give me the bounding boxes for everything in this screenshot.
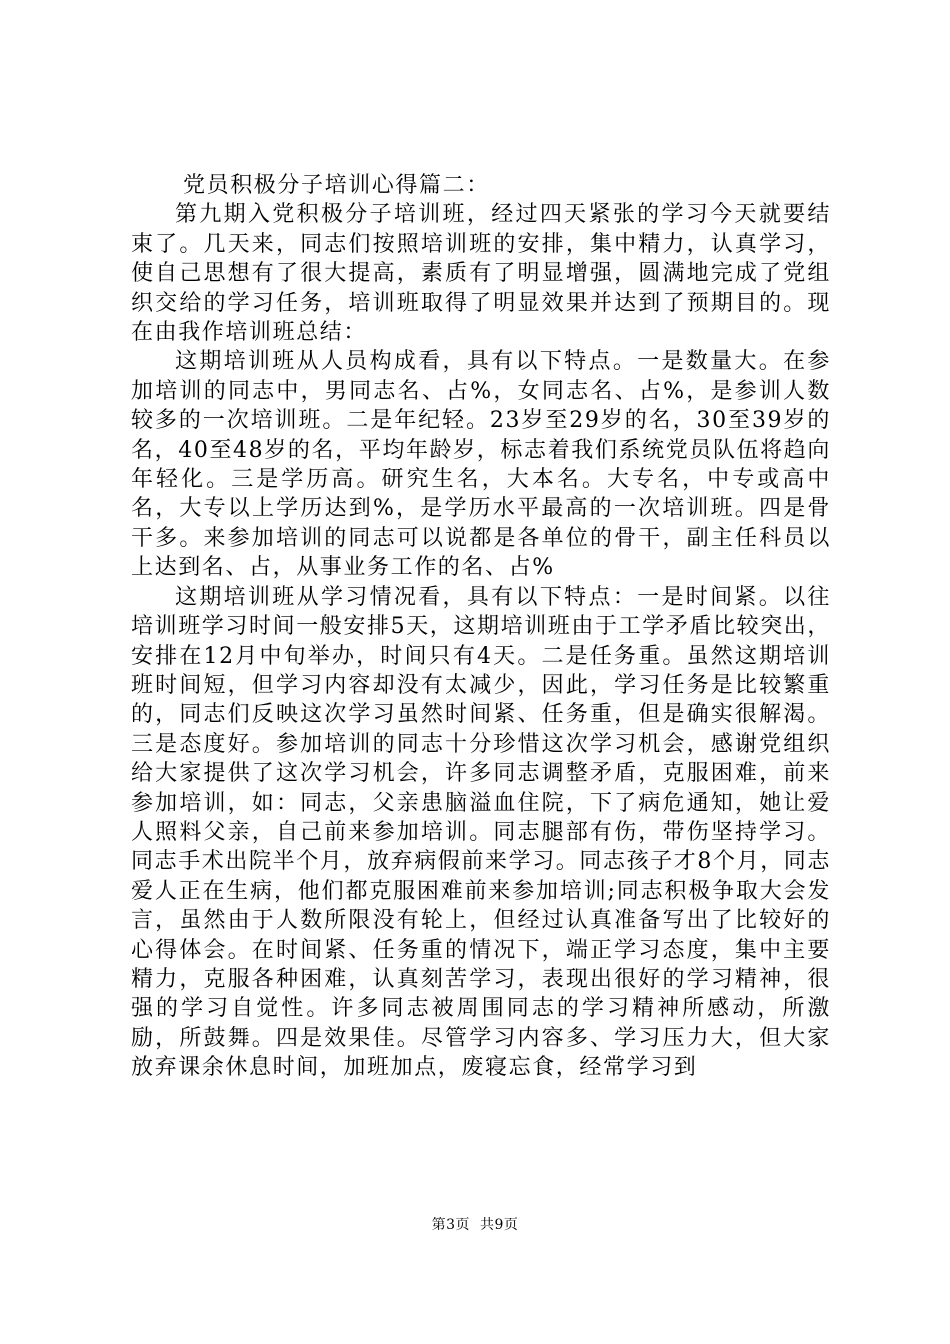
paragraph-intro: 第九期入党积极分子培训班，经过四天紧张的学习今天就要结束了。几天来，同志们按照培训班的安排，集中精力，认真学习，使自己思想有了很大提高，素质有了明显增强，圆满地完成了党组织交给的学习任务，培训班取得了明显效果并达到了预期目的。现在由我作培训班总结： — [131, 202, 831, 346]
paragraph-personnel: 这期培训班从人员构成看，具有以下特点。一是数量大。在参加培训的同志中，男同志名、占%，女同志名、占%，是参训人数较多的一次培训班。二是年纪轻。23岁至29岁的名，30至39岁的名，40至48岁的名，平均年龄岁，标志着我们系统党员队伍将趋向年轻化。三是学历高。研究生名，大本名。大专名，中专或高中名，大专以上学历达到%，是学历水平最高的一次培训班。四是骨干多。来参加培训的同志可以说都是各单位的骨干，副主任科员以上达到名、占，从事业务工作的名、占% — [131, 349, 831, 581]
page-number-footer: 第3页 共9页 — [431, 1217, 519, 1233]
paragraph-study: 这期培训班从学习情况看，具有以下特点：一是时间紧。以往培训班学习时间一般安排5天，这期培训班由于工学矛盾比较突出，安排在12月中旬举办，时间只有4天。二是任务重。虽然这期培训班时间短，但学习内容却没有太减少，因此，学习任务是比较繁重的，同志们反映这次学习虽然时间紧、任务重，但是确实很解渴。三是态度好。参加培训的同志十分珍惜这次学习机会，感谢党组织给大家提供了这次学习机会，许多同志调整矛盾，克服困难，前来参加培训，如：同志，父亲患脑溢血住院，下了病危通知，她让爱人照料父亲，自己前来参加培训。同志腿部有伤，带伤坚持学习。同志手术出院半个月，放弃病假前来学习。同志孩子才8个月，同志爱人正在生病，他们都克服困难前来参加培训;同志积极争取大会发言，虽然由于人数所限没有轮上，但经过认真准备写出了比较好的心得体会。在时间紧、任务重的情况下，端正学习态度，集中主要精力，克服各种困难，认真刻苦学习，表现出很好的学习精神，很强的学习自觉性。许多同志被周围同志的学习精神所感动，所激励，所鼓舞。四是效果佳。尽管学习内容多、学习压力大，但大家放弃课余休息时间，加班加点，废寝忘食，经常学习到 — [131, 584, 831, 1081]
document-body — [131, 171, 831, 1083]
section-heading: 党员积极分子培训心得篇二： — [183, 173, 490, 198]
